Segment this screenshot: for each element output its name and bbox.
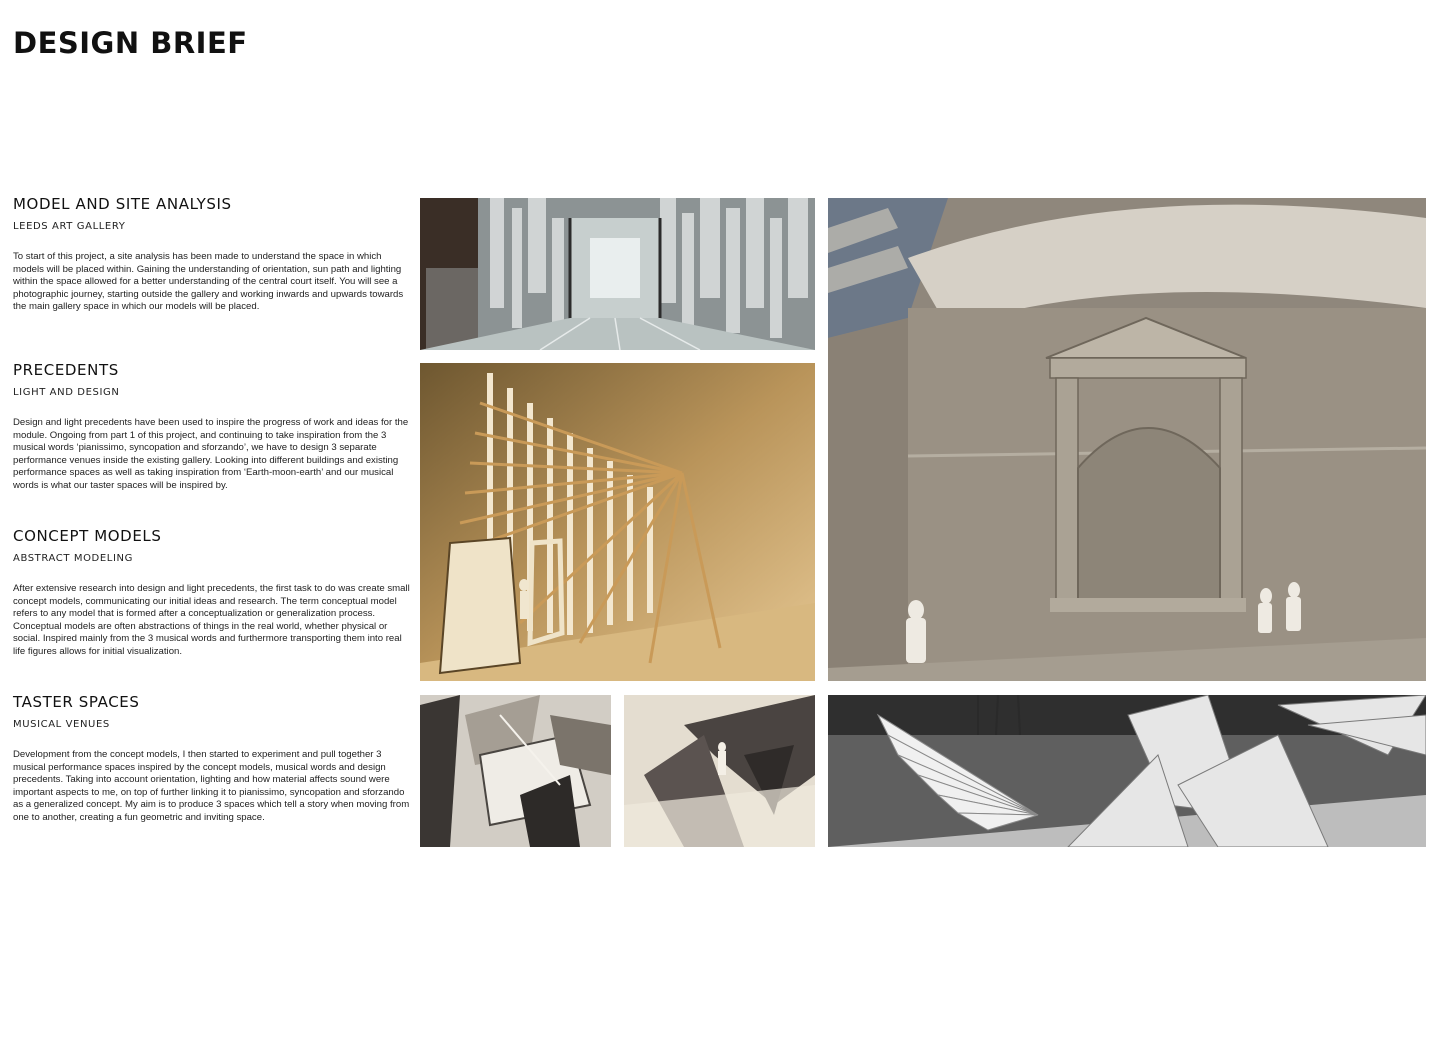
- section-heading: MODEL AND SITE ANALYSIS: [13, 195, 232, 213]
- section-heading: PRECEDENTS: [13, 361, 119, 379]
- taster-space-model-photo-2: [624, 695, 815, 847]
- section-body: Development from the concept models, I then started to experiment and pull together 3 musical performance spaces inspired by the concept models, musical words and design precedents. Taking into account orientation, lighting and how material affects sound were important aspects to me, on top of further linking it to pianissimo, syncopation and sforzando as a generalized concept. My aim is to produce 3 spaces which tell a story when moving from one to another, creating a fun geometric and inviting space.: [13, 749, 410, 823]
- section-heading: TASTER SPACES: [13, 693, 140, 711]
- gallery-corridor-photo: [420, 198, 815, 350]
- taster-space-model-photo-1: [420, 695, 611, 847]
- section-concept-models: [13, 527, 411, 658]
- section-precedents: [13, 361, 411, 492]
- section-subheading: MUSICAL VENUES: [13, 719, 110, 730]
- taster-space-fan-model-photo: [828, 695, 1426, 847]
- section-body: After extensive research into design and light precedents, the first task to do was create small concept models, communicating our initial ideas and research. The term conceptual model refers to any model that is formed after a conceptualization or generalization process. Conceptual models are often abstractions of things in the real world, whether physical or social. Inspired mainly from the 3 musical words and furthermore transporting them into real life figures allows for initial visualization.: [13, 583, 410, 657]
- section-taster-spaces: [13, 693, 411, 824]
- section-subheading: LIGHT AND DESIGN: [13, 387, 120, 398]
- section-heading: CONCEPT MODELS: [13, 527, 162, 545]
- page-title: DESIGN BRIEF: [13, 26, 248, 60]
- section-body: Design and light precedents have been used to inspire the progress of work and ideas for the module. Ongoing from part 1 of this project, and continuing to take inspiration from the 3 musical words ‘pianissimo, syncopation and sforzando’, we have to design 3 separate performance venues inside the existing gallery. Looking into different buildings and existing performance spaces as well as taking inspiration from ‘Earth-moon-earth’ and our musical words is what our taster spaces will be inspired by.: [13, 417, 409, 491]
- arch-interior-model-photo: [828, 198, 1426, 681]
- section-body: To start of this project, a site analysis has been made to understand the space in which models will be placed within. Gaining the understanding of orientation, sun path and lighting within the space allowed for a better understanding of the central court itself. You will see a photographic journey, starting outside the gallery and working inwards and upwards towards the main gallery space in which our models will be placed.: [13, 251, 404, 312]
- section-subheading: LEEDS ART GALLERY: [13, 221, 126, 232]
- section-subheading: ABSTRACT MODELING: [13, 553, 133, 564]
- concept-model-rods-photo: [420, 363, 815, 681]
- section-model-site-analysis: [13, 195, 411, 314]
